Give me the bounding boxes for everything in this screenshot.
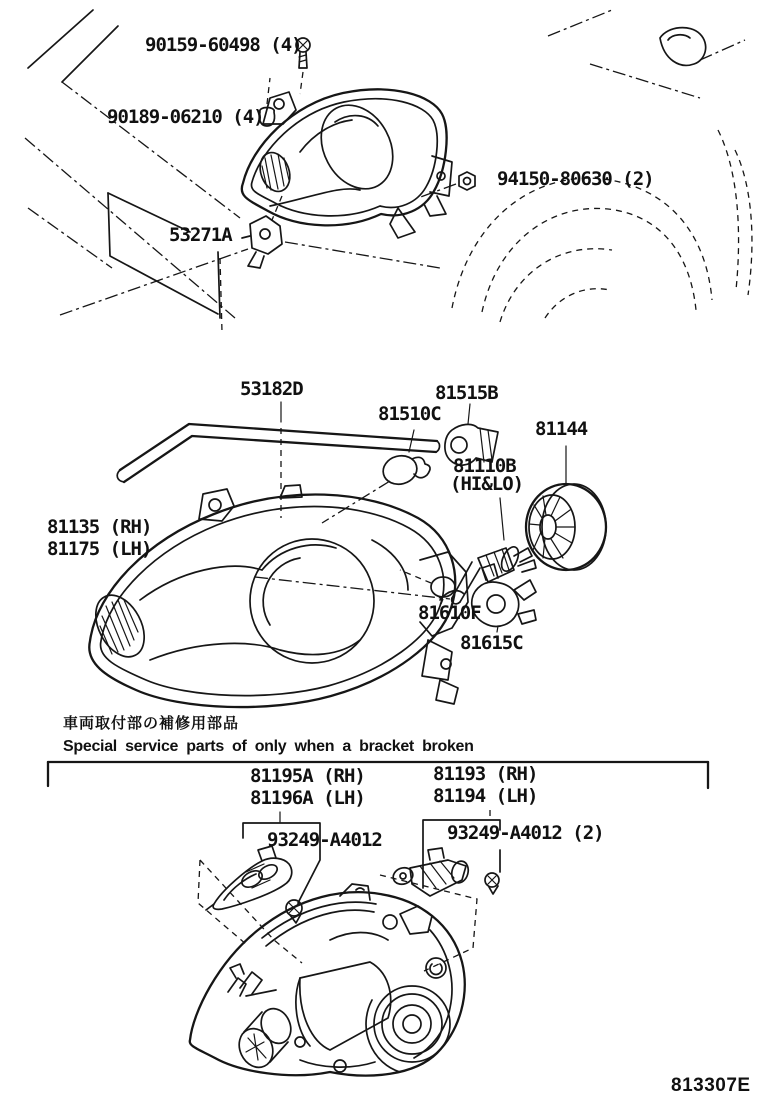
section-bracket-line [48, 762, 708, 788]
part-label-81110b-hi-lo: (HI&LO) [450, 473, 524, 495]
part-label-81193-rh: 81193 (RH) [433, 763, 538, 785]
note-english: Special service parts of only when a bracket broken [63, 738, 474, 755]
note-japanese: 車両取付部の補修用部品 [63, 714, 240, 732]
part-label-94150-80630: 94150-80630 (2) [497, 168, 654, 190]
part-label-93249-a4012-x2: 93249-A4012 (2) [447, 822, 604, 844]
part-label-81194-lh: 81194 (LH) [433, 785, 538, 807]
bulb-81110b-part [255, 498, 536, 604]
part-label-53182d: 53182D [240, 378, 303, 400]
part-label-81196a-lh: 81196A (LH) [250, 787, 365, 809]
part-label-81515b: 81515B [435, 382, 498, 404]
part-label-81510c: 81510C [378, 403, 441, 425]
part-label-81610f: 81610F [418, 602, 481, 624]
part-label-81110b: 81110B [453, 455, 516, 477]
part-label-81144: 81144 [535, 418, 588, 440]
part-label-93249-a4012: 93249-A4012 [267, 829, 382, 851]
cover-81144-part [526, 446, 606, 570]
part-label-90189-06210: 90189-06210 (4) [107, 106, 264, 128]
part-label-81135-rh: 81135 (RH) [47, 516, 152, 538]
headlamp-rear-view [190, 884, 465, 1076]
part-label-81195a-rh: 81195A (RH) [250, 765, 365, 787]
part-label-90159-60498: 90159-60498 (4) [145, 34, 302, 56]
bulb-81510c-part [322, 430, 430, 523]
part-label-81175-lh: 81175 (LH) [47, 538, 152, 560]
part-label-81615c: 81615C [460, 632, 523, 654]
figure-code: 813307E [671, 1075, 751, 1096]
part-label-53271a: 53271A [169, 224, 232, 246]
